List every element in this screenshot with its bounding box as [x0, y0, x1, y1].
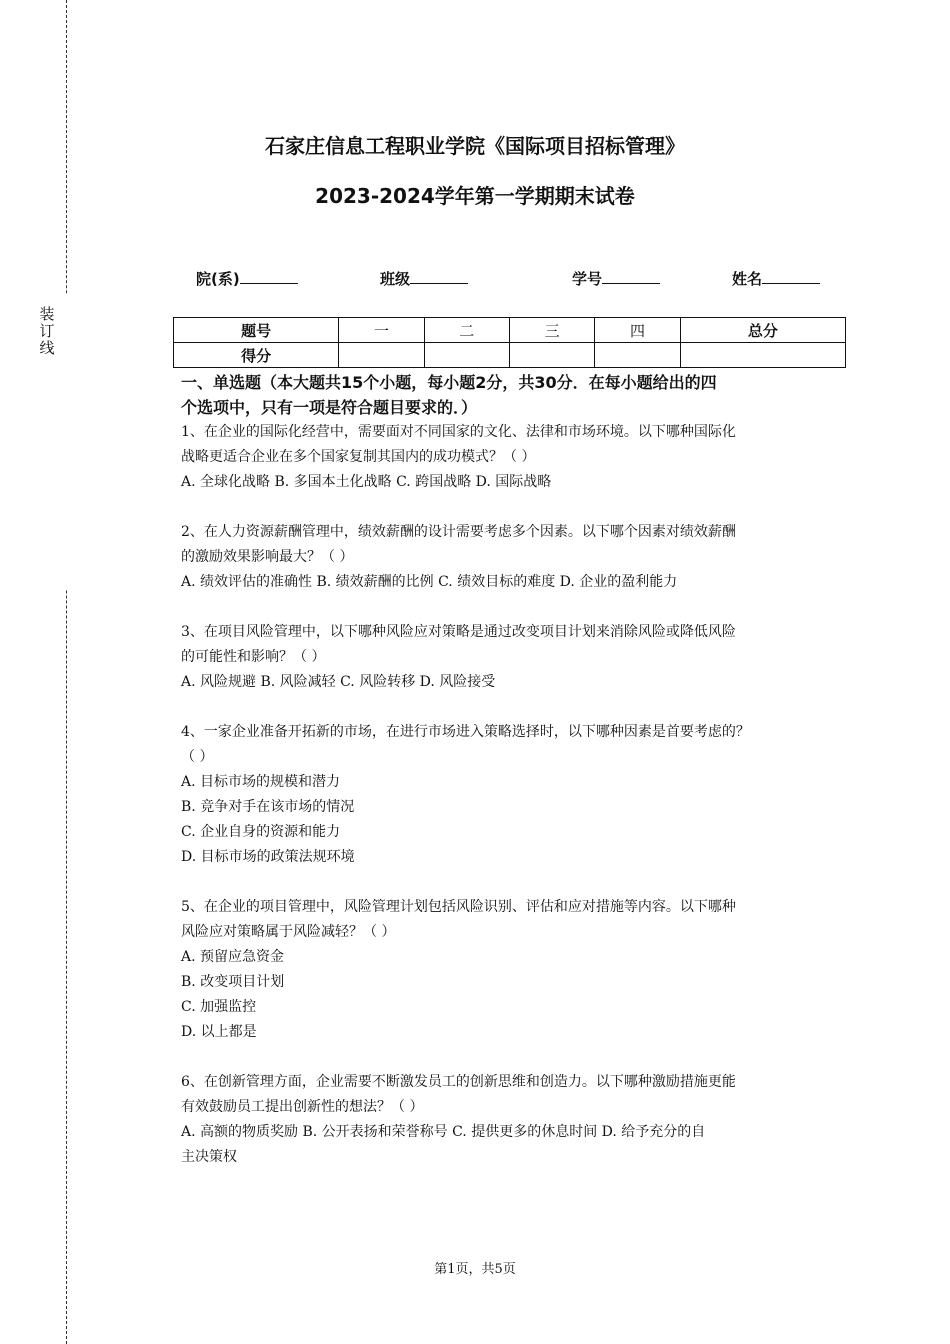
- question-3: [181, 620, 853, 695]
- info-student-id: [572, 268, 660, 289]
- info-class-blank[interactable]: [410, 269, 468, 284]
- question-text: 战略更适合企业在多个国家复制其国内的成功模式？（ ）: [181, 449, 536, 465]
- question-option: B. 改变项目计划: [181, 974, 285, 990]
- info-name: [732, 268, 820, 289]
- score-header-cell: 三: [509, 318, 594, 343]
- score-table: [173, 317, 846, 368]
- page-footer: 第1页，共5页: [434, 1262, 516, 1277]
- section-heading-line: 个选项中，只有一项是符合题目要求的．）: [181, 398, 478, 417]
- question-options: 主决策权: [181, 1149, 237, 1165]
- info-class-label: 班级: [380, 270, 411, 288]
- section-heading: [181, 370, 853, 420]
- question-text: 5、在企业的项目管理中，风险管理计划包括风险识别、评估和应对措施等内容。以下哪种: [181, 899, 736, 915]
- info-department-label: 院(系): [196, 270, 240, 288]
- question-text: 3、在项目风险管理中，以下哪种风险应对策略是通过改变项目计划来消除风险或降低风险: [181, 624, 736, 640]
- score-header-cell: 总分: [680, 318, 845, 343]
- section-heading-line: 一、单选题（本大题共15个小题，每小题2分，共30分．在每小题给出的四: [181, 373, 717, 392]
- binding-label: 装订线: [39, 305, 55, 357]
- question-text: 1、在企业的国际化经营中，需要面对不同国家的文化、法律和市场环境。以下哪种国际化: [181, 424, 736, 440]
- question-option: C. 加强监控: [181, 999, 257, 1015]
- question-option: A. 预留应急资金: [181, 949, 285, 965]
- exam-content: [181, 370, 853, 1170]
- question-option: C. 企业自身的资源和能力: [181, 824, 341, 840]
- info-student-id-label: 学号: [572, 270, 603, 288]
- info-name-blank[interactable]: [762, 269, 820, 284]
- question-2: [181, 520, 853, 595]
- question-options: A. 高额的物质奖励 B. 公开表扬和荣誉称号 C. 提供更多的休息时间 D. 给予充分的自: [181, 1124, 706, 1140]
- score-cell[interactable]: [339, 343, 424, 368]
- info-name-label: 姓名: [732, 270, 763, 288]
- question-option: B. 竞争对手在该市场的情况: [181, 799, 355, 815]
- question-1: [181, 420, 853, 495]
- score-cell[interactable]: [509, 343, 594, 368]
- info-department-blank[interactable]: [240, 269, 298, 284]
- info-class: [380, 268, 468, 289]
- question-option: D. 以上都是: [181, 1024, 257, 1040]
- question-6: [181, 1070, 853, 1170]
- score-header-cell: 题号: [174, 318, 339, 343]
- question-text: 的激励效果影响最大？（ ）: [181, 549, 354, 565]
- score-table-header-row: [174, 318, 846, 343]
- exam-title-line1: 石家庄信息工程职业学院《国际项目招标管理》: [265, 134, 685, 158]
- question-option: A. 目标市场的规模和潜力: [181, 774, 341, 790]
- question-text: 2、在人力资源薪酬管理中，绩效薪酬的设计需要考虑多个因素。以下哪个因素对绩效薪酬: [181, 524, 736, 540]
- score-cell[interactable]: [680, 343, 845, 368]
- question-options: A. 全球化战略 B. 多国本土化战略 C. 跨国战略 D. 国际战略: [181, 474, 552, 490]
- score-header-cell: 一: [339, 318, 424, 343]
- question-options: A. 绩效评估的准确性 B. 绩效薪酬的比例 C. 绩效目标的难度 D. 企业的盈利能力: [181, 574, 678, 590]
- question-options: A. 风险规避 B. 风险减轻 C. 风险转移 D. 风险接受: [181, 674, 496, 690]
- score-cell[interactable]: [595, 343, 680, 368]
- score-header-cell: 二: [424, 318, 509, 343]
- question-text: （ ）: [181, 749, 214, 765]
- score-cell[interactable]: [424, 343, 509, 368]
- binding-gap: [60, 295, 74, 590]
- question-4: [181, 720, 853, 870]
- question-5: [181, 895, 853, 1045]
- exam-title-line2: 2023-2024学年第一学期期末试卷: [315, 184, 635, 208]
- score-table-score-row: [174, 343, 846, 368]
- question-text: 有效鼓励员工提出创新性的想法？（ ）: [181, 1099, 424, 1115]
- question-option: D. 目标市场的政策法规环境: [181, 849, 355, 865]
- info-department: [196, 268, 298, 289]
- info-student-id-blank[interactable]: [602, 269, 660, 284]
- question-text: 4、一家企业准备开拓新的市场，在进行市场进入策略选择时，以下哪种因素是首要考虑的？: [181, 724, 750, 740]
- score-row-label: 得分: [174, 343, 339, 368]
- score-header-cell: 四: [595, 318, 680, 343]
- question-text: 的可能性和影响？（ ）: [181, 649, 326, 665]
- question-text: 风险应对策略属于风险减轻？（ ）: [181, 924, 396, 940]
- question-text: 6、在创新管理方面，企业需要不断激发员工的创新思维和创造力。以下哪种激励措施更能: [181, 1074, 736, 1090]
